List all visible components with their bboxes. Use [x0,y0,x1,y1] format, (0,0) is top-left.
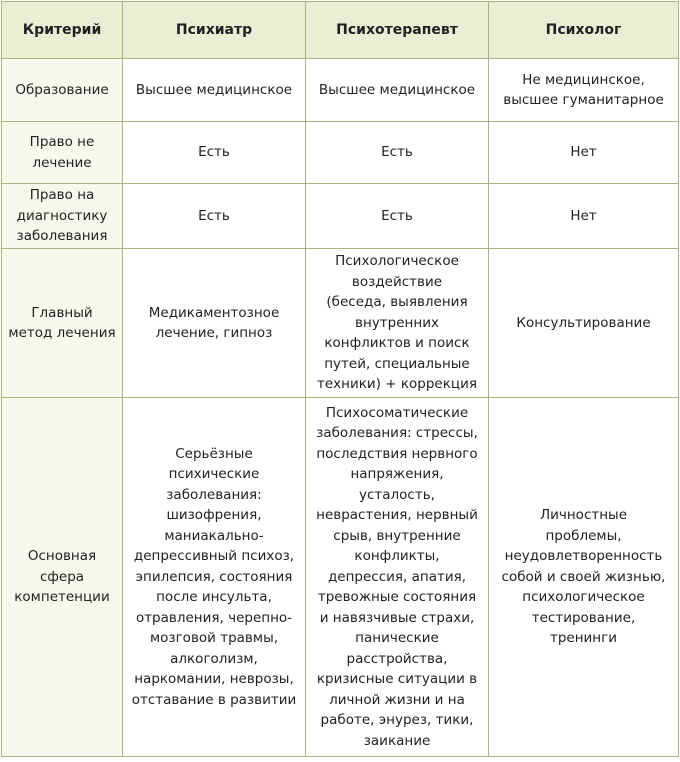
header-row [2,2,679,59]
header-psychotherapist: Психотерапевт [306,2,489,59]
criterion-cell: Право на диагностику заболевания [2,184,123,249]
psychologist-cell: Личностные проблемы, неудовлетворенность собой и своей жизнью, психологическое тестирование, тренинги [489,398,679,757]
table-row [2,249,679,398]
psychiatrist-cell: Медикаментозное лечение, гипноз [123,249,306,398]
psychotherapist-cell: Психосоматические заболевания: стрессы, последствия нервного напряжения, усталость, неврастения, нервный срыв, внутренние конфликты, депрессия, апатия, тревожные состояния и навязчивые страхи, панические расстройства, кризисные ситуации в личной жизни и на работе, энурез, тики, заикание [306,398,489,757]
header-psychiatrist: Психиатр [123,2,306,59]
criterion-cell: Право не лечение [2,122,123,184]
table-row [2,59,679,122]
psychologist-cell: Не медицинское, высшее гуманитарное [489,59,679,122]
comparison-table [1,1,679,757]
psychiatrist-cell: Серьёзные психические заболевания: шизофрения, маниакально- депрессивный психоз, эпилепсия, состояния после инсульта, отравления, черепно- мозговой травмы, алкоголизм, наркомании, неврозы, отставание в развитии [123,398,306,757]
psychologist-cell: Нет [489,122,679,184]
criterion-cell: Основная сфера компетенции [2,398,123,757]
psychotherapist-cell: Психологическое воздействие (беседа, выявления внутренних конфликтов и поиск путей, специальные техники) + коррекция [306,249,489,398]
psychiatrist-cell: Есть [123,184,306,249]
psychiatrist-cell: Есть [123,122,306,184]
psychotherapist-cell: Есть [306,184,489,249]
psychologist-cell: Нет [489,184,679,249]
psychotherapist-cell: Есть [306,122,489,184]
psychotherapist-cell: Высшее медицинское [306,59,489,122]
table-row [2,398,679,757]
table-row [2,122,679,184]
header-criterion: Критерий [2,2,123,59]
psychiatrist-cell: Высшее медицинское [123,59,306,122]
criterion-cell: Главный метод лечения [2,249,123,398]
header-psychologist: Психолог [489,2,679,59]
table-row [2,184,679,249]
psychologist-cell: Консультирование [489,249,679,398]
criterion-cell: Образование [2,59,123,122]
